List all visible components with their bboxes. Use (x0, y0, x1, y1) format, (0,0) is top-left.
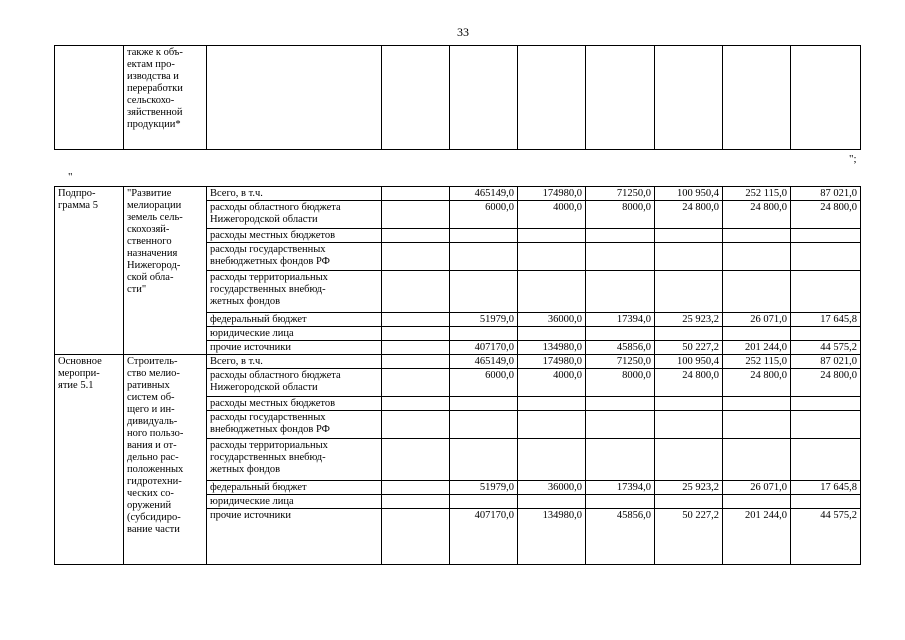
measure-value-cell (791, 397, 861, 411)
measure-value-cell (586, 397, 655, 411)
program-value-cell (791, 229, 861, 243)
top-cell-1 (55, 46, 124, 150)
measure-value-cell: 45856,0 (586, 509, 655, 565)
program-value-cell: 17 645,8 (791, 313, 861, 327)
measure-value-cell (791, 411, 861, 439)
program-value-cell: 407170,0 (450, 341, 518, 355)
program-empty-cell (382, 187, 450, 201)
measure-value-cell (586, 411, 655, 439)
program-row (55, 187, 861, 201)
measure-empty-cell (382, 509, 450, 565)
program-empty-cell (382, 271, 450, 313)
program-value-cell (450, 229, 518, 243)
program-value-cell: 71250,0 (586, 187, 655, 201)
program-empty-cell (382, 243, 450, 271)
measure-empty-cell (382, 481, 450, 495)
program-value-cell (791, 327, 861, 341)
program-empty-cell (382, 327, 450, 341)
program-code: Подпро- грамма 5 (55, 187, 124, 355)
program-empty-cell (382, 201, 450, 229)
program-value-cell: 252 115,0 (723, 187, 791, 201)
program-section (55, 187, 861, 355)
top-cell-5 (450, 46, 518, 150)
measure-empty-cell (382, 439, 450, 481)
program-source-label: Всего, в т.ч. (207, 187, 382, 201)
opening-quote: " (68, 171, 73, 183)
program-source-label: юридические лица (207, 327, 382, 341)
top-cell-7 (586, 46, 655, 150)
measure-value-cell (655, 397, 723, 411)
program-empty-cell (382, 313, 450, 327)
program-value-cell (655, 243, 723, 271)
measure-code: Основное меропри- ятие 5.1 (55, 355, 124, 565)
program-value-cell (450, 271, 518, 313)
measure-value-cell: 465149,0 (450, 355, 518, 369)
measure-value-cell: 8000,0 (586, 369, 655, 397)
program-value-cell (586, 229, 655, 243)
measure-value-cell: 6000,0 (450, 369, 518, 397)
program-value-cell: 6000,0 (450, 201, 518, 229)
measure-value-cell: 24 800,0 (723, 369, 791, 397)
measure-empty-cell (382, 495, 450, 509)
program-value-cell: 8000,0 (586, 201, 655, 229)
measure-value-cell (655, 411, 723, 439)
measure-value-cell: 26 071,0 (723, 481, 791, 495)
measure-value-cell (586, 495, 655, 509)
measure-value-cell: 87 021,0 (791, 355, 861, 369)
measure-value-cell (586, 439, 655, 481)
top-cell-6 (518, 46, 586, 150)
program-value-cell (723, 229, 791, 243)
program-value-cell: 24 800,0 (723, 201, 791, 229)
program-value-cell (791, 243, 861, 271)
program-value-cell: 24 800,0 (655, 201, 723, 229)
measure-row (55, 355, 861, 369)
program-value-cell: 25 923,2 (655, 313, 723, 327)
measure-empty-cell (382, 355, 450, 369)
program-value-cell: 26 071,0 (723, 313, 791, 327)
measure-value-cell: 51979,0 (450, 481, 518, 495)
closing-quote: "; (849, 153, 857, 165)
measure-value-cell: 44 575,2 (791, 509, 861, 565)
program-source-label: расходы территориальных государственных внебюд- жетных фондов (207, 271, 382, 313)
measure-value-cell (655, 495, 723, 509)
measure-value-cell (450, 495, 518, 509)
measure-value-cell (723, 397, 791, 411)
measure-value-cell: 201 244,0 (723, 509, 791, 565)
top-cell-10 (791, 46, 861, 150)
measure-source-label: юридические лица (207, 495, 382, 509)
program-empty-cell (382, 229, 450, 243)
program-source-label: расходы местных бюджетов (207, 229, 382, 243)
program-value-cell (791, 271, 861, 313)
program-value-cell: 134980,0 (518, 341, 586, 355)
program-value-cell (723, 327, 791, 341)
measure-value-cell (518, 397, 586, 411)
measure-value-cell (518, 439, 586, 481)
measure-source-label: расходы территориальных государственных внебюд- жетных фондов (207, 439, 382, 481)
program-value-cell: 201 244,0 (723, 341, 791, 355)
measure-value-cell: 100 950,4 (655, 355, 723, 369)
measure-value-cell: 24 800,0 (655, 369, 723, 397)
measure-value-cell: 174980,0 (518, 355, 586, 369)
top-cell-3 (207, 46, 382, 150)
program-value-cell (723, 243, 791, 271)
measure-source-label: расходы государственных внебюджетных фондов РФ (207, 411, 382, 439)
program-value-cell: 51979,0 (450, 313, 518, 327)
program-value-cell: 465149,0 (450, 187, 518, 201)
measure-value-cell: 4000,0 (518, 369, 586, 397)
measure-name: Строитель- ство мелио- ративных систем об- щего и ин- дивидуаль- ного пользо- вания и от- дельно рас- положенных гидротехни- ческих со- оружений (субсидиро- вание части (124, 355, 207, 565)
measure-value-cell: 407170,0 (450, 509, 518, 565)
measure-empty-cell (382, 397, 450, 411)
measure-value-cell (723, 439, 791, 481)
top-cell-9 (723, 46, 791, 150)
measure-value-cell (450, 397, 518, 411)
program-value-cell (723, 271, 791, 313)
page-number: 33 (457, 25, 469, 39)
measure-value-cell (655, 439, 723, 481)
program-source-label: прочие источники (207, 341, 382, 355)
measure-empty-cell (382, 369, 450, 397)
program-value-cell (450, 243, 518, 271)
program-value-cell: 24 800,0 (791, 201, 861, 229)
program-value-cell (518, 327, 586, 341)
measure-value-cell: 71250,0 (586, 355, 655, 369)
measure-section (55, 355, 861, 565)
program-value-cell (518, 243, 586, 271)
program-value-cell (586, 271, 655, 313)
measure-value-cell: 17394,0 (586, 481, 655, 495)
measure-empty-cell (382, 411, 450, 439)
program-value-cell (518, 271, 586, 313)
program-value-cell: 36000,0 (518, 313, 586, 327)
measure-source-label: прочие источники (207, 509, 382, 565)
measure-value-cell: 24 800,0 (791, 369, 861, 397)
program-empty-cell (382, 341, 450, 355)
program-value-cell (586, 243, 655, 271)
program-value-cell: 17394,0 (586, 313, 655, 327)
program-value-cell (655, 229, 723, 243)
program-value-cell: 100 950,4 (655, 187, 723, 201)
measure-source-label: федеральный бюджет (207, 481, 382, 495)
measure-source-label: расходы местных бюджетов (207, 397, 382, 411)
measure-value-cell: 17 645,8 (791, 481, 861, 495)
top-cell-4 (382, 46, 450, 150)
measure-value-cell (450, 411, 518, 439)
program-source-label: расходы областного бюджета Нижегородской области (207, 201, 382, 229)
measure-value-cell (518, 411, 586, 439)
top-cell-8 (655, 46, 723, 150)
program-value-cell: 50 227,2 (655, 341, 723, 355)
measure-value-cell: 252 115,0 (723, 355, 791, 369)
measure-value-cell (791, 495, 861, 509)
program-value-cell: 4000,0 (518, 201, 586, 229)
measure-value-cell: 25 923,2 (655, 481, 723, 495)
measure-value-cell (791, 439, 861, 481)
measure-value-cell (723, 495, 791, 509)
measure-value-cell (450, 439, 518, 481)
measure-source-label: Всего, в т.ч. (207, 355, 382, 369)
program-value-cell (518, 229, 586, 243)
measure-value-cell: 50 227,2 (655, 509, 723, 565)
program-value-cell (655, 327, 723, 341)
program-value-cell: 174980,0 (518, 187, 586, 201)
measure-value-cell (723, 411, 791, 439)
measure-source-label: расходы областного бюджета Нижегородской области (207, 369, 382, 397)
program-value-cell (450, 327, 518, 341)
program-value-cell: 45856,0 (586, 341, 655, 355)
top-cell-description: также к объ- ектам про- изводства и переработки сельскохо- зяйственной продукции* (124, 46, 207, 150)
program-name: "Развитие мелиорации земель сель- скохозяй- ственного назначения Нижегород- ской обла- сти" (124, 187, 207, 355)
measure-value-cell (518, 495, 586, 509)
funding-table (54, 186, 861, 565)
program-value-cell (655, 271, 723, 313)
measure-value-cell: 36000,0 (518, 481, 586, 495)
program-value-cell: 87 021,0 (791, 187, 861, 201)
measure-value-cell: 134980,0 (518, 509, 586, 565)
program-value-cell: 44 575,2 (791, 341, 861, 355)
program-source-label: федеральный бюджет (207, 313, 382, 327)
top-table-fragment (54, 45, 861, 150)
program-value-cell (586, 327, 655, 341)
program-source-label: расходы государственных внебюджетных фондов РФ (207, 243, 382, 271)
